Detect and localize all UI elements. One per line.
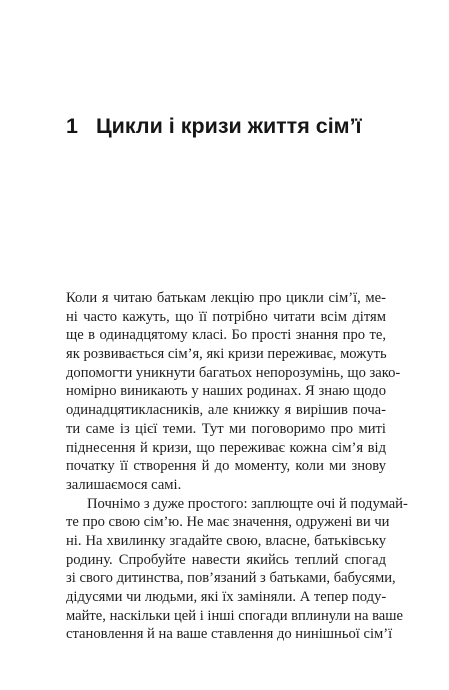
text-line: ще в одинадцятому класі. Бо прості знання про те,: [66, 327, 386, 344]
text-line: те про свою сім’ю. Не має значення, одружені ви чи: [66, 514, 390, 531]
text-line: залишаємося самі.: [66, 476, 182, 493]
text-line: номірно виникають у наших родинах. Я знаю щодо: [66, 383, 386, 400]
chapter-number: 1: [66, 114, 78, 138]
paragraph-2: [66, 495, 408, 645]
text-line: родину. Спробуйте навести якийсь теплий спогад: [66, 551, 386, 568]
text-line: Почнімо з дуже простого: заплющте очі й подумай-: [87, 495, 408, 512]
text-line: як розвивається сім’я, які кризи переживає, можуть: [66, 346, 387, 363]
text-line: ти саме із цієї теми. Тут ми поговоримо про миті: [66, 420, 386, 437]
chapter-title: Цикли і кризи життя сім’ї: [95, 114, 362, 138]
text-line: становлення й на ваше ставлення до нинішньої сім’ї: [66, 626, 393, 643]
text-line: ні часто кажуть, що її потрібно читати всім дітям: [66, 308, 386, 325]
text-line: піднесення й кризи, що переживає кожна сім’я від: [66, 439, 386, 456]
text-line: одинадцятикласників, але книжку я вирішив поча-: [66, 402, 386, 419]
text-line: майте, наскільки цей і інші спогади вплинули на ваше: [66, 607, 403, 624]
text-line: Коли я читаю батькам лекцію про цикли сім’ї, ме-: [66, 290, 386, 306]
text-line: зі свого дитинства, пов’язаний з батьками, бабусями,: [66, 570, 396, 587]
paragraph-1: [66, 289, 401, 495]
body-text: [66, 289, 408, 644]
text-line: ні. На хвилинку згадайте свою, власне, батьківську: [66, 532, 386, 549]
text-line: початку її створення й до моменту, коли ми знову: [66, 458, 386, 475]
text-line: дідусями чи людьми, які їх заміняли. А тепер поду-: [66, 589, 387, 605]
chapter-heading: [66, 114, 362, 139]
text-line: допомогти уникнути багатьох непорозумінь, що зако-: [66, 364, 401, 381]
